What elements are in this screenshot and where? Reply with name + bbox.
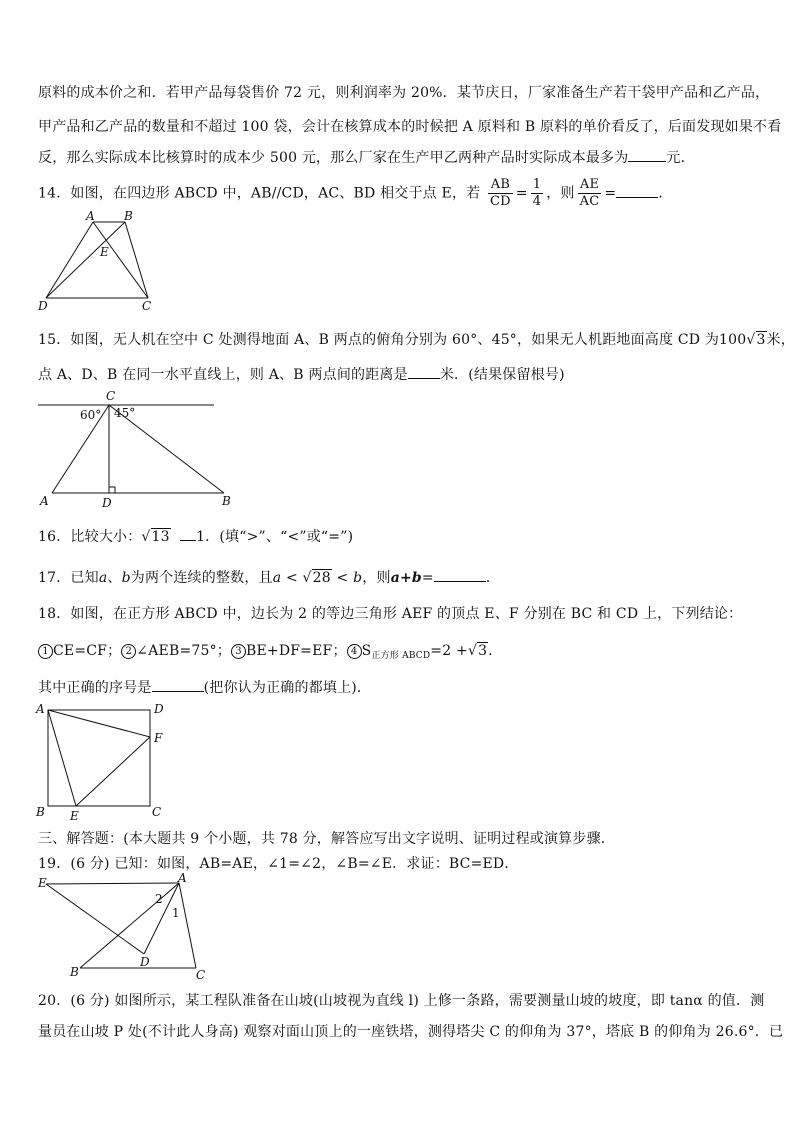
equals-sign: = [430,643,443,659]
angle-45: 45° [114,406,136,420]
q13-answer-blank[interactable] [628,147,666,162]
q18-answer-blank[interactable] [152,677,204,692]
q19-figure [36,872,212,986]
equals-sign: = [515,185,528,202]
label-A: A [86,209,95,223]
label-E: E [70,809,79,823]
q15-line1-text: 15．如图，无人机在空中 C 处测得地面 A、B 两点的俯角分别为 60°、45°，如果无人机距地面高度 CD 为 [38,332,720,348]
q17-then: ，则 [362,570,391,586]
conclusion-4-value: 2 + [442,643,468,659]
q14-fraction-ab-cd [488,177,513,210]
conclusion-3: BE+DF=EF； [246,643,347,659]
q18-line3-end: (把你认为正确的都填上)． [203,680,372,696]
label-B: B [222,494,231,508]
q18-radicand: 3 [478,643,488,659]
q13-line2: 甲产品和乙产品的数量和不超过 100 袋，会计在核算成本的时候把 A 原料和 B 原料的单价看反了，后面发现如果不看 [38,119,782,135]
circled-number: 1 [38,644,53,659]
q17-prefix: 17．已知 [38,570,99,586]
q14-then: ，则 [546,185,575,202]
sqrt-symbol: √ [141,529,151,545]
area-symbol: S [361,643,372,659]
sqrt-symbol: √ [467,643,478,659]
q20-line1: 20．(6 分) 如图所示，某工程队准备在山坡(山坡视为直线 l) 上修一条路，需要测量山坡的坡度，即 tanα 的值．测 [38,993,765,1009]
frac-num: 1 [532,177,542,192]
q13-line1: 原料的成本价之和．若甲产品每袋售价 72 元，则利润率为 20%．某节庆日，厂家准备生产若干袋甲产品和乙产品， [38,85,770,101]
q16-question [38,526,353,546]
q15-figure [36,388,231,516]
q15-line2-end: 米．(结果保留根号) [439,367,565,383]
label-B: B [124,209,133,223]
label-C: C [152,805,162,819]
frac-num: AE [578,177,602,194]
label-A: A [178,871,187,885]
label-C: C [196,968,206,982]
q18-line3-text: 其中正确的序号是 [38,680,152,696]
label-D: D [140,955,150,969]
label-D: D [102,496,112,510]
circled-number: 3 [231,644,246,659]
q17-ineq-left: a < [272,570,298,586]
q14-question [38,177,673,210]
q15-radicand: 3 [756,332,766,348]
equals-sign: = [604,185,617,202]
label-E: E [38,876,47,890]
frac-den: 4 [532,194,542,209]
q15-line1 [38,329,795,349]
q16-radicand: 13 [151,529,170,545]
q17-expression: a+b [390,570,422,586]
label-D: D [154,702,164,716]
q15-line2 [38,364,565,384]
var-b: b [121,570,131,586]
q14-middle: ，AC、BD 相交于点 E，若 [303,185,481,202]
q17-middle: 为两个连续的整数，且 [130,570,273,586]
q15-line1-end: 米， [766,332,795,348]
frac-den: AC [579,194,600,209]
area-subscript: 正方形 ABCD [371,651,431,661]
var-a: a [98,570,108,586]
q17-ineq-right: < b [336,570,363,586]
q16-instructions: 1．(填“>”、“<”或“=”) [196,529,354,545]
q14-fraction-1-4 [531,177,543,210]
circled-number: 2 [121,644,136,659]
label-F: F [154,731,163,745]
q18-line3 [38,677,371,697]
q19-question: 19．(6 分) 已知：如图，AB=AE，∠1=∠2，∠B=∠E．求证：BC=ED． [38,856,519,872]
q14-prefix: 14．如图，在四边形 ABCD 中， [38,185,251,202]
q20-line2: 量员在山坡 P 处(不计此人身高) 观察对面山顶上的一座铁塔，测得塔尖 C 的仰角为 37°，塔底 B 的仰角为 26.6°．已 [38,1024,784,1040]
q14-figure [36,208,166,320]
q18-end: ． [488,643,503,659]
frac-num: AB [488,177,513,194]
label-A: A [40,494,49,508]
angle-2: 2 [155,892,163,906]
q17-end: ． [485,570,501,586]
conclusion-2: ∠AEB=75°； [136,643,231,659]
q15-height-number: 100 [719,332,747,348]
sqrt-symbol: √ [746,332,756,348]
label-C: C [106,389,116,403]
q13-line3 [38,147,695,167]
q15-answer-blank[interactable] [408,364,440,379]
q13-line3-end: 元． [666,150,695,166]
frac-den: CD [490,194,511,209]
q18-figure [34,700,174,826]
q14-parallel: AB//CD [250,185,304,202]
q18-line1: 18．如图，在正方形 ABCD 中，边长为 2 的等边三角形 AEF 的顶点 E、F 分别在 BC 和 CD 上，下列结论： [38,606,743,622]
q14-end: ． [658,185,673,202]
q15-line2-text: 点 A、D、B 在同一水平直线上，则 A、B 两点间的距离是 [38,367,408,383]
label-E: E [100,245,109,259]
section-3-header: 三、解答题：(本大题共 9 个小题，共 78 分，解答应写出文字说明、证明过程或演算步骤． [38,831,615,847]
label-B: B [70,965,79,979]
equals-sign: = [421,570,434,586]
q14-fraction-ae-ac [578,177,602,210]
label-B: B [36,805,45,819]
sqrt-symbol: √ [302,570,312,586]
circled-number: 4 [347,644,362,659]
q17-answer-blank[interactable] [434,567,486,582]
label-D: D [38,299,48,313]
q13-line3-text: 反，那么实际成本比核算时的成本少 500 元，那么厂家在生产甲乙两种产品时实际成本最多为 [38,150,629,166]
q14-answer-blank[interactable] [616,183,658,198]
q16-prefix: 16．比较大小： [38,529,142,545]
separator: 、 [107,570,122,586]
q17-question [38,567,500,587]
q18-conclusions [38,640,502,661]
q17-radicand: 28 [312,570,331,586]
angle-60: 60° [80,408,102,422]
angle-1: 1 [172,906,180,920]
label-A: A [36,702,45,716]
label-C: C [142,299,152,313]
conclusion-1: CE=CF； [53,643,122,659]
q16-answer-blank[interactable] [180,526,196,541]
